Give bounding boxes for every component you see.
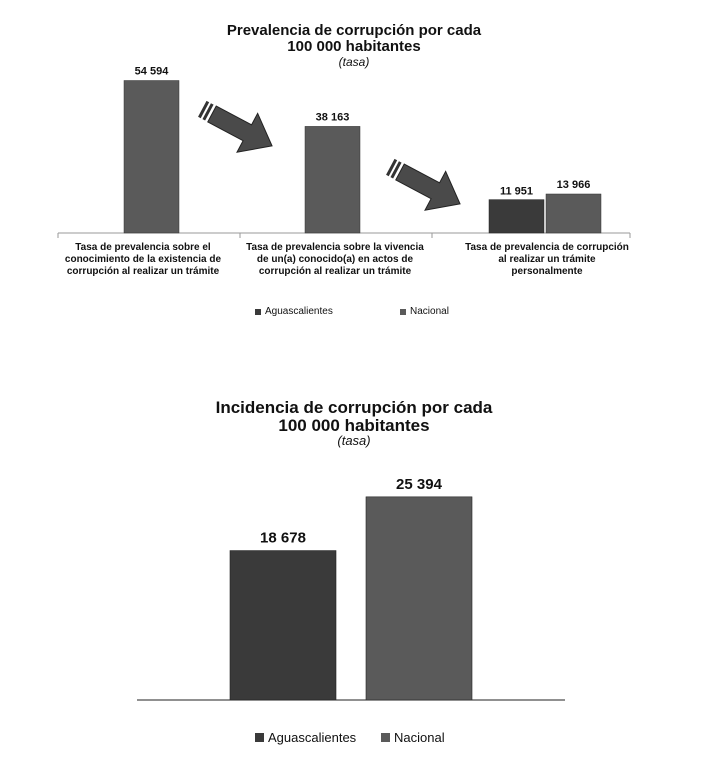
chart1-title-line2: 100 000 habitantes <box>287 38 421 55</box>
chart1-title-line1: Prevalencia de corrupción por cada <box>226 22 482 39</box>
chart1-data-label: 11 951 <box>499 185 534 198</box>
chart1-category-label: Tasa de prevalencia de corrupción al realizar un trámite personalmente <box>465 242 629 277</box>
arrow-icon-shape <box>202 95 283 166</box>
chart1-data-label: 13 966 <box>556 178 591 191</box>
legend-label-aguascalientes: Aguascalientes <box>268 730 357 745</box>
chart1-data-label: 38 163 <box>315 111 350 124</box>
chart2-data-label: 25 394 <box>396 475 442 493</box>
legend-label-nacional: Nacional <box>394 730 445 745</box>
chart2-data-label: 18 678 <box>260 529 306 547</box>
chart1-category-label: Tasa de prevalencia sobre la vivencia de un(a) conocido(a) en actos de corrupción al realizar un trámite <box>246 242 424 277</box>
arrow-icon-shape <box>390 153 471 224</box>
chart2-title-line2: 100 000 habitantes <box>278 416 430 435</box>
arrow-icon <box>192 89 282 165</box>
chart1-bar-aguascalientes <box>489 200 544 233</box>
arrow-icon <box>380 147 470 223</box>
chart2-title-line1: Incidencia de corrupción por cada <box>215 398 493 417</box>
chart1-subtitle: (tasa) <box>338 55 370 69</box>
chart1-bar-nacional <box>124 81 179 233</box>
chart1-bar-nacional <box>546 194 601 233</box>
chart2-subtitle: (tasa) <box>337 433 371 448</box>
legend-label-aguascalientes: Aguascalientes <box>265 306 333 317</box>
chart1-bar-nacional <box>305 126 360 233</box>
legend-label-nacional: Nacional <box>410 306 449 317</box>
chart1-category-label: Tasa de prevalencia sobre el conocimiento de la existencia de corrupción al realizar un trámite <box>64 242 222 277</box>
chart2-bar-nacional <box>366 497 472 700</box>
chart1-data-label: 54 594 <box>134 65 169 78</box>
chart2-bar-aguascalientes <box>230 551 336 700</box>
